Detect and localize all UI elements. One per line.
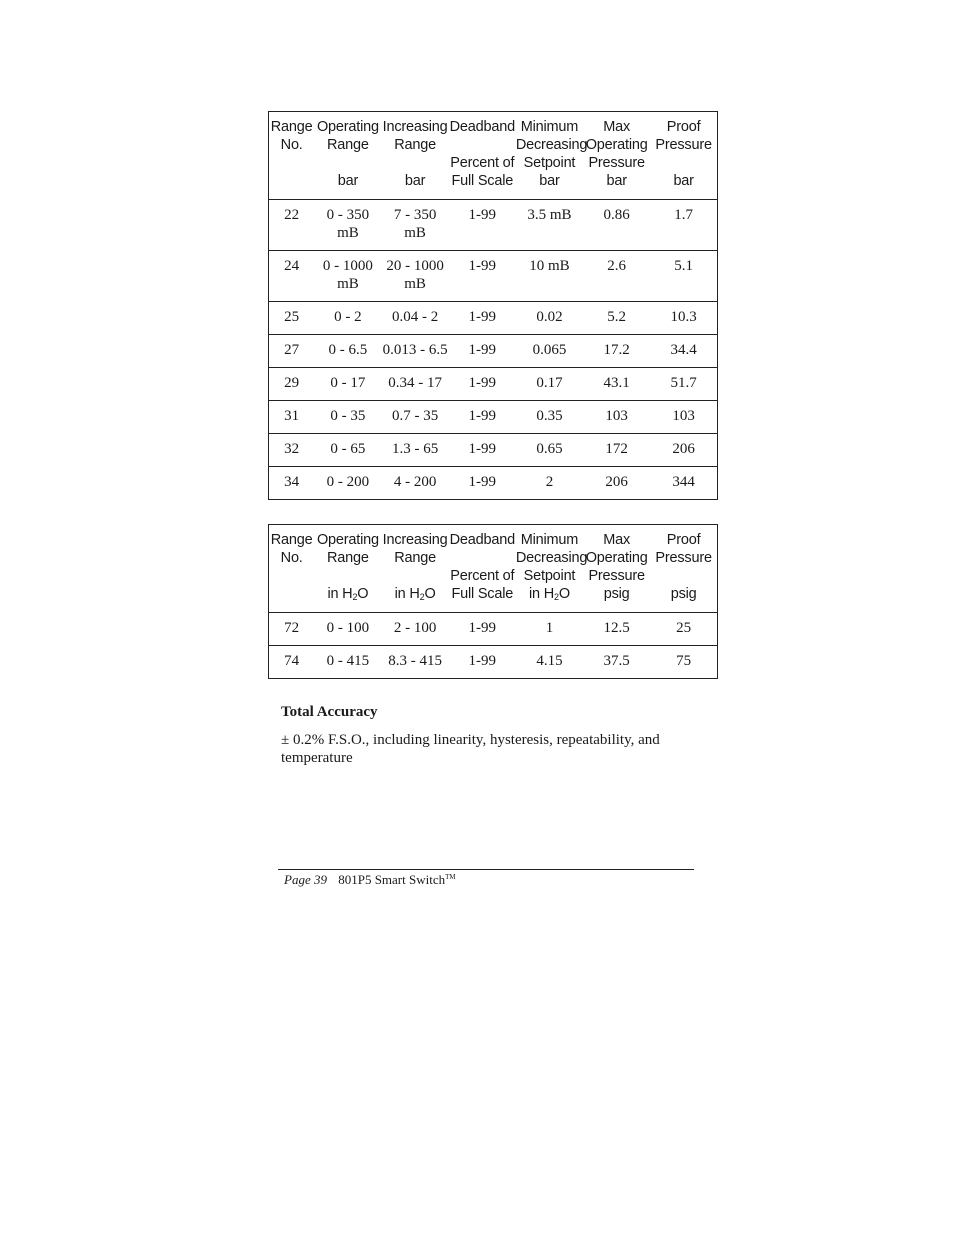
column-header-line [269, 567, 314, 585]
table-cell: 0 - 65 [314, 434, 381, 467]
table-cell: 1-99 [449, 251, 516, 302]
table-cell: 4.15 [536, 653, 563, 669]
table-cell: 0.17 [516, 368, 583, 401]
column-header-line: Deadband [449, 532, 515, 548]
column-header-line [382, 154, 449, 172]
table-cell: 1.7 [650, 200, 717, 251]
column-header-line: Pressure [588, 568, 645, 584]
table-cell: 8.3 - 415 [388, 653, 442, 669]
column-header-line: in $H_2O$ [529, 586, 570, 602]
table-cell: 0.7 - 35 [382, 401, 449, 434]
column-header-line [449, 136, 516, 154]
table-cell: 34 [284, 474, 300, 490]
column-header-line: psig [670, 586, 697, 602]
column-header-line: Deadband [449, 119, 515, 135]
table-cell: 0 - 415 [326, 653, 370, 669]
column-header-line [269, 172, 314, 190]
table-cell: 25 [650, 613, 717, 646]
column-header [515, 525, 588, 613]
column-header-line: Setpoint [523, 568, 576, 584]
table-cell: 0 - 350 mB [314, 200, 381, 251]
column-header-line: Pressure [588, 155, 645, 171]
column-header-line [314, 567, 381, 585]
table-cell: 1-99 [468, 653, 497, 669]
table-cell: 172 [583, 434, 650, 467]
page-number: Page 39 [284, 872, 327, 887]
table-cell: 32 [269, 434, 315, 467]
table-cell: 0 - 35 [314, 401, 381, 434]
column-header-line [650, 154, 717, 172]
column-header-line: Operating [585, 137, 648, 153]
table-cell: 344 [672, 474, 695, 490]
column-header-line: Proof [666, 119, 701, 135]
column-header-line: bar [539, 173, 560, 189]
table-cell: 0 - 17 [314, 368, 381, 401]
table-cell: 0 - 6.5 [314, 335, 381, 368]
column-header [269, 525, 315, 613]
column-header-line [269, 154, 314, 172]
column-header-line [314, 154, 381, 172]
column-header-line: Minimum [520, 532, 579, 548]
table-cell: 206 [605, 474, 628, 490]
table-cell: 0 - 100 [314, 613, 381, 646]
table-cell: 10.3 [650, 302, 717, 335]
range-table-bar [268, 111, 718, 500]
table-cell: 206 [650, 434, 717, 467]
column-header [583, 112, 650, 200]
column-header-line: Range [270, 532, 313, 548]
column-header-line: bar [404, 173, 426, 189]
table-cell: 24 [269, 251, 315, 302]
column-header-line: bar [673, 173, 694, 189]
column-header-line [449, 549, 516, 567]
column-header-line [382, 567, 449, 585]
column-header-line: Range [327, 550, 369, 566]
column-header-line: Full Scale [451, 173, 514, 189]
table-cell: 0.065 [516, 335, 583, 368]
column-header [269, 112, 315, 200]
table-row [269, 401, 718, 434]
table-cell: 37.5 [603, 653, 630, 669]
table-cell: 0 - 1000 mB [314, 251, 381, 302]
column-header-line: Pressure [655, 137, 712, 153]
column-header-line: Full Scale [451, 586, 514, 602]
column-header-line: Increasing [382, 532, 448, 548]
column-header-line: Pressure [655, 550, 712, 566]
table-cell: 3.5 mB [516, 200, 583, 251]
table-cell: 2 - 100 [382, 613, 449, 646]
table-row [269, 368, 718, 401]
table-cell: 75 [676, 653, 692, 669]
column-header-line: Max [603, 532, 631, 548]
table-cell: 2.6 [583, 251, 650, 302]
footer-divider [278, 869, 694, 870]
table-cell: 1-99 [449, 200, 516, 251]
table-cell: 7 - 350 mB [382, 200, 449, 251]
column-header-line: Range [394, 137, 436, 153]
table-row [269, 646, 718, 679]
table-cell: 10 mB [516, 251, 583, 302]
table-cell: 1 [516, 613, 583, 646]
column-header-line: in $H_2O$ [394, 586, 436, 602]
column-header-line: Setpoint [523, 155, 576, 171]
table-cell: 31 [269, 401, 315, 434]
column-header-line: Minimum [520, 119, 579, 135]
table-cell: 0.34 - 17 [382, 368, 449, 401]
column-header [650, 112, 717, 200]
table-cell: 5.2 [583, 302, 650, 335]
column-header-line: psig [603, 586, 630, 602]
table-cell: 0 - 200 [326, 474, 370, 490]
table-cell: 2 [545, 474, 554, 490]
table-row [269, 434, 718, 467]
column-header-line: bar [606, 173, 627, 189]
column-header [449, 525, 516, 613]
table-row [269, 251, 718, 302]
column-header-line: Percent of [450, 568, 515, 584]
column-header-line: Percent of [450, 155, 515, 171]
column-header [382, 525, 449, 613]
table-cell: 1-99 [449, 434, 516, 467]
table-cell: 51.7 [650, 368, 717, 401]
range-table-psig [268, 524, 718, 679]
column-header [449, 112, 516, 200]
column-header-line [269, 585, 314, 603]
column-header [314, 112, 381, 200]
column-header-line: Range [394, 550, 436, 566]
table-cell: 1-99 [449, 335, 516, 368]
column-header-line [650, 567, 717, 585]
document-title: 801P5 Smart Switch [338, 872, 446, 887]
table-row [269, 200, 718, 251]
table-cell: 1-99 [449, 302, 516, 335]
table-cell: 1-99 [468, 474, 497, 490]
table-cell: 25 [269, 302, 315, 335]
table-cell: 0.013 - 6.5 [382, 335, 449, 368]
table-cell: 34.4 [650, 335, 717, 368]
table-cell: 4 - 200 [393, 474, 437, 490]
table-cell: 0.65 [516, 434, 583, 467]
table-row [269, 302, 718, 335]
table-cell: 0.35 [516, 401, 583, 434]
section-title: Total Accuracy [281, 704, 378, 720]
column-header [382, 112, 449, 200]
column-header [583, 525, 650, 613]
table-cell: 5.1 [650, 251, 717, 302]
table-cell: 17.2 [583, 335, 650, 368]
column-header-line: No. [280, 137, 303, 153]
table-cell: 103 [650, 401, 717, 434]
table-cell: 27 [269, 335, 315, 368]
table-cell: 74 [284, 653, 300, 669]
column-header-line: Max [603, 119, 631, 135]
table-cell: 0.04 - 2 [382, 302, 449, 335]
column-header-line: Operating [316, 119, 379, 135]
column-header [314, 525, 381, 613]
table-cell: 1.3 - 65 [382, 434, 449, 467]
table-header-row [269, 112, 718, 200]
column-header-line: No. [280, 550, 303, 566]
table-cell: 29 [269, 368, 315, 401]
table-row [269, 467, 718, 500]
table-cell: 0 - 2 [314, 302, 381, 335]
table-header-row [269, 525, 718, 613]
table-row [269, 613, 718, 646]
table-cell: 22 [269, 200, 315, 251]
column-header [650, 525, 717, 613]
table-row [269, 335, 718, 368]
table-cell: 72 [269, 613, 315, 646]
column-header-line: Decreasing [515, 550, 588, 566]
table-cell: 1-99 [449, 613, 516, 646]
column-header-line: Decreasing [515, 137, 588, 153]
section-body: ± 0.2% F.S.O., including linearity, hysteresis, repeatability, and temperature [281, 732, 660, 766]
table-cell: 0.02 [516, 302, 583, 335]
column-header-line: bar [337, 173, 359, 189]
column-header-line: Proof [666, 532, 701, 548]
page-footer [284, 872, 456, 888]
table-cell: 1-99 [449, 401, 516, 434]
column-header-line: Range [327, 137, 369, 153]
column-header-line: Operating [585, 550, 648, 566]
trademark-mark: TM [445, 873, 456, 881]
column-header-line: Operating [316, 532, 379, 548]
table-cell: 12.5 [583, 613, 650, 646]
table-cell: 103 [583, 401, 650, 434]
column-header-line: Increasing [382, 119, 448, 135]
table-cell: 43.1 [583, 368, 650, 401]
column-header-line: Range [270, 119, 313, 135]
table-cell: 0.86 [583, 200, 650, 251]
table-cell: 20 - 1000 mB [382, 251, 449, 302]
column-header-line: in $H_2O$ [327, 586, 369, 602]
column-header [515, 112, 588, 200]
table-cell: 1-99 [449, 368, 516, 401]
